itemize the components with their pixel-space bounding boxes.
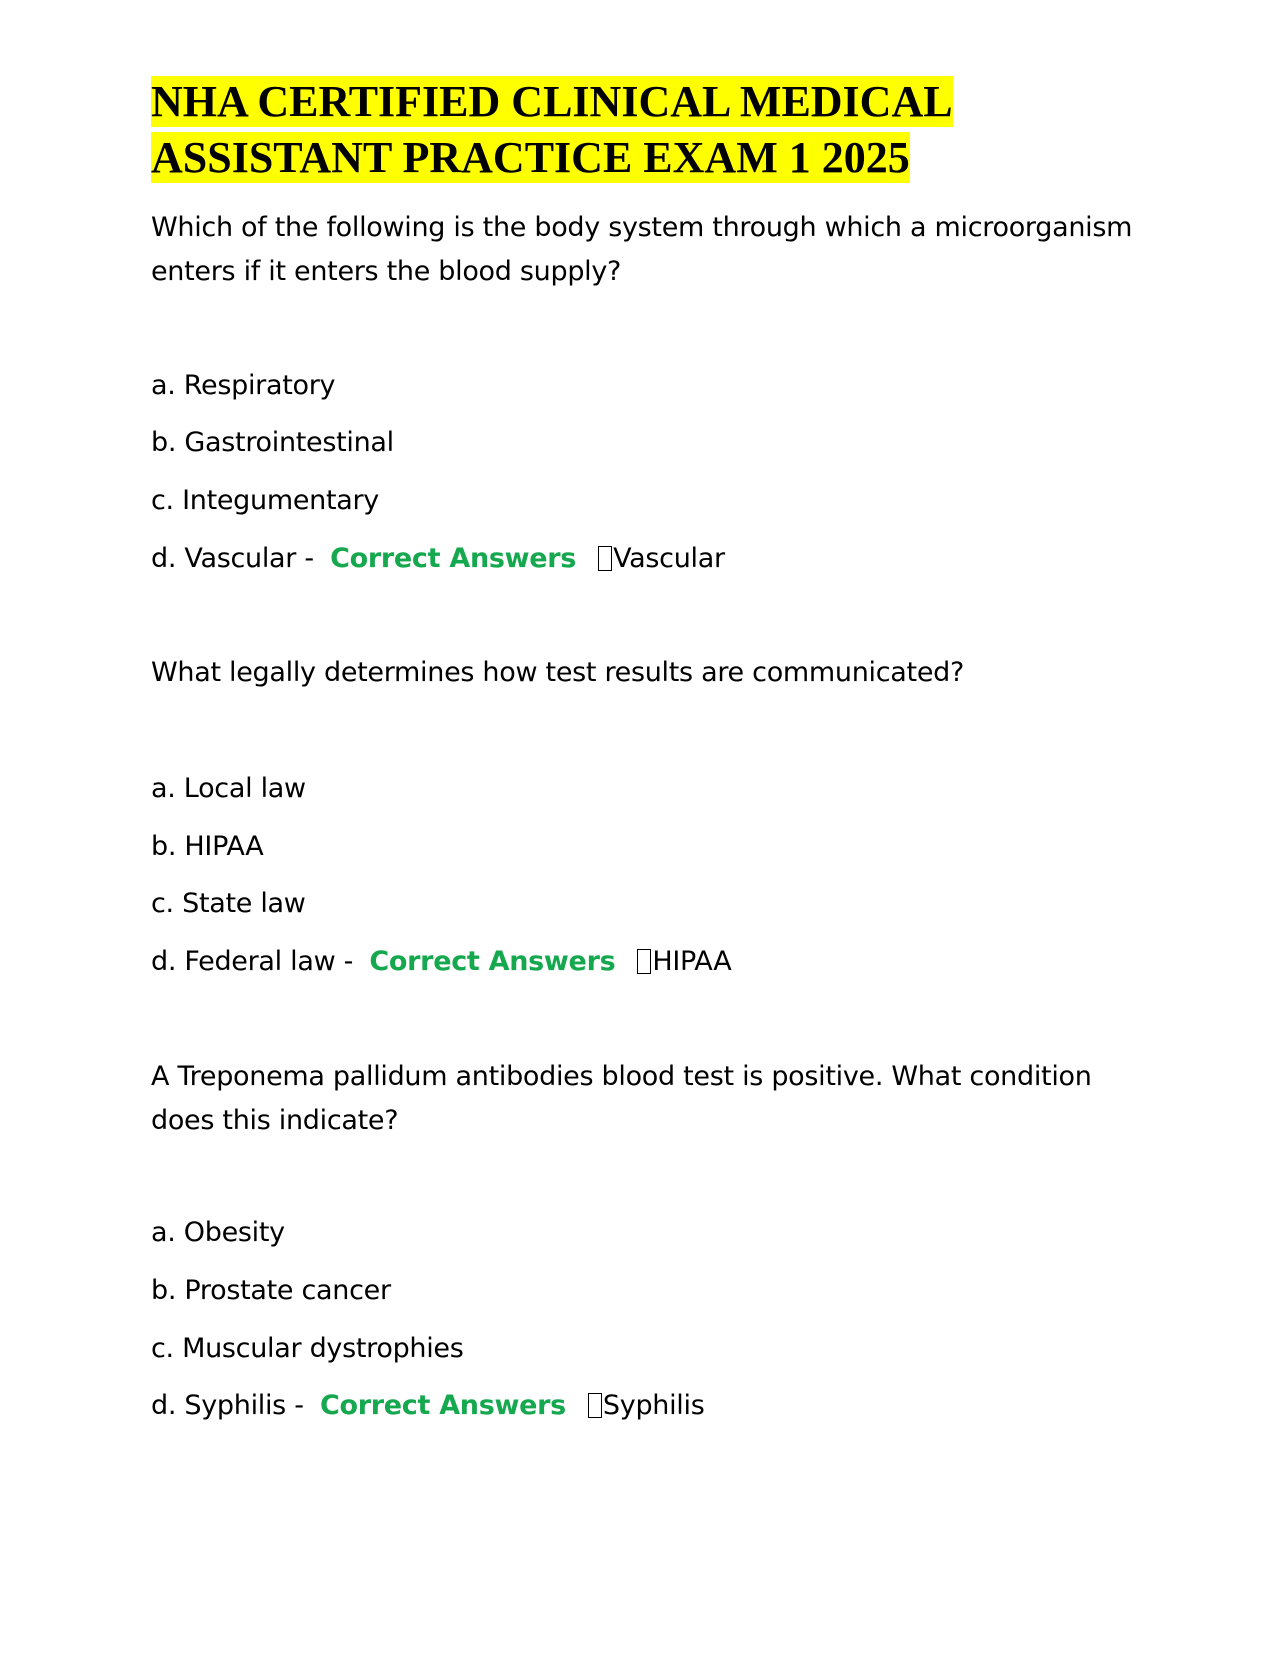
question-1-answer: Vascular: [613, 543, 725, 574]
question-3-option-a: a. Obesity: [151, 1217, 285, 1248]
correct-answers-label: Correct Answers: [369, 946, 616, 977]
correct-answers-label: Correct Answers: [319, 1390, 566, 1421]
question-3-option-d: d. Syphilis -: [151, 1390, 304, 1421]
question-1-option-a: a. Respiratory: [151, 370, 336, 401]
question-1-option-d-row: [151, 537, 725, 581]
question-1-option-b: b. Gastrointestinal: [151, 427, 394, 458]
question-1-option-d: d. Vascular -: [151, 543, 314, 574]
question-3-answer: Syphilis: [602, 1390, 705, 1421]
question-2-option-b: b. HIPAA: [151, 831, 264, 862]
question-2-option-a: a. Local law: [151, 773, 306, 804]
question-2-option-d: d. Federal law -: [151, 946, 354, 977]
question-3-text: A Treponema pallidum antibodies blood test is positive. What condition does this indicate?: [151, 1061, 1092, 1136]
title-highlight: NHA CERTIFIED CLINICAL MEDICAL ASSISTANT PRACTICE EXAM 1 2025: [151, 77, 953, 182]
question-1-text: Which of the following is the body system through which a microorganism enters if it enters the blood supply?: [151, 212, 1133, 287]
question-3-option-b: b. Prostate cancer: [151, 1275, 391, 1306]
missing-glyph-icon: [588, 1393, 602, 1418]
document-title: [151, 74, 1111, 186]
question-2-option-d-row: [151, 940, 731, 984]
question-2-option-c: c. State law: [151, 888, 306, 919]
question-2-text: What legally determines how test results are communicated?: [151, 657, 964, 688]
missing-glyph-icon: [598, 546, 612, 571]
missing-glyph-icon: [637, 949, 651, 974]
question-2-answer: HIPAA: [652, 946, 732, 977]
correct-answers-label: Correct Answers: [330, 543, 577, 574]
question-1-option-c: c. Integumentary: [151, 485, 379, 516]
question-3-option-c: c. Muscular dystrophies: [151, 1333, 464, 1364]
question-3-option-d-row: [151, 1384, 704, 1428]
